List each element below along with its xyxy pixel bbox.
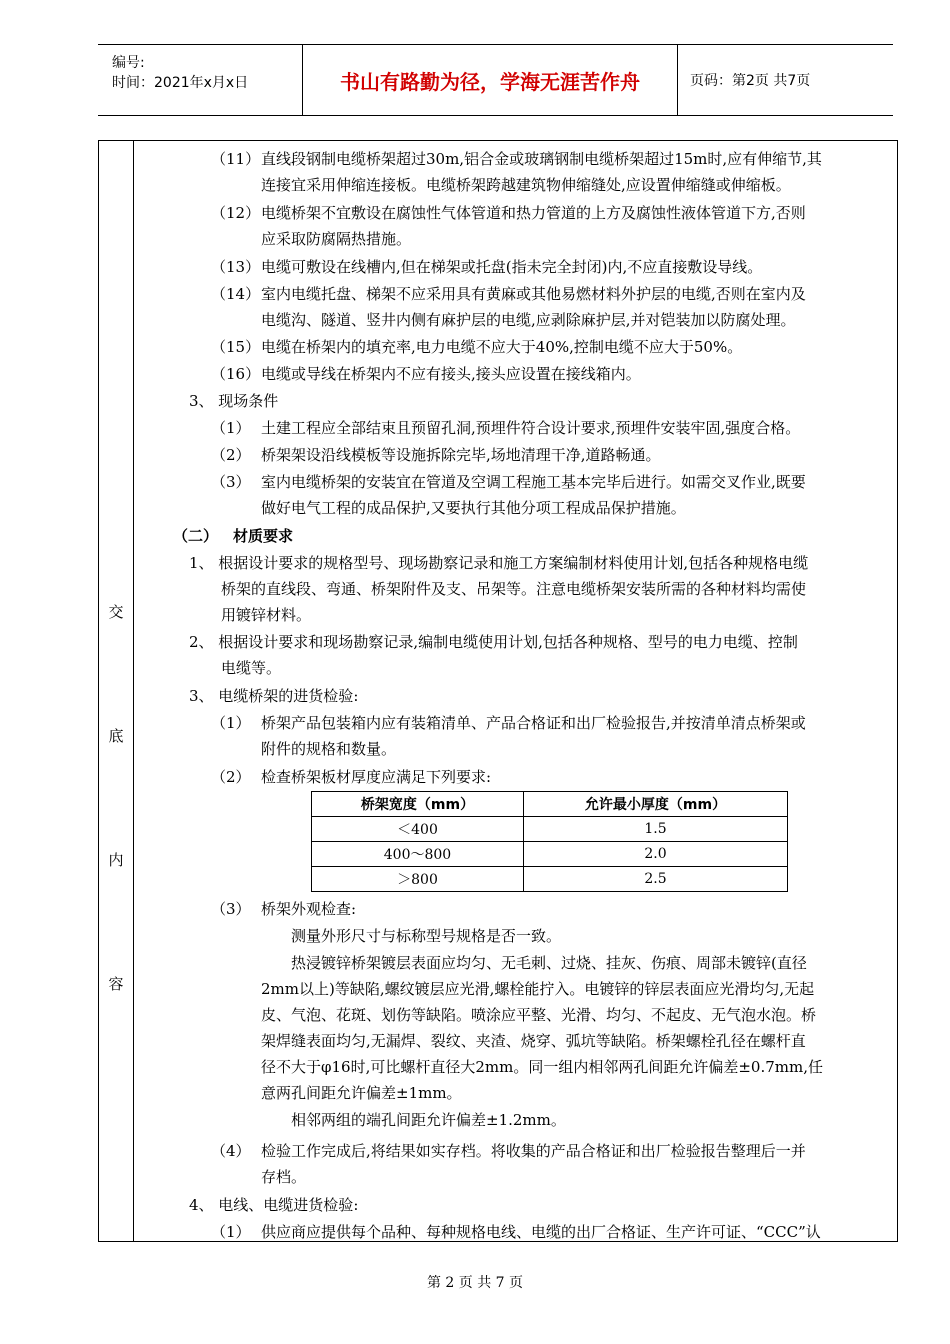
item-number: （16） [211,365,261,383]
section-number: （二） [173,527,219,545]
content-frame [98,140,898,1242]
table-cell: 2.0 [524,842,788,867]
item-text: 电缆在桥架内的填充率,电力电缆不应大于40%,控制电缆不应大于50%。 [261,338,743,356]
side-label-char: 交 [108,603,124,621]
item-text: 皮、气泡、花斑、划伤等缺陷。喷涂应平整、光滑、均匀、不起皮、无气泡水泡。桥 [261,1006,817,1024]
item-number: （15） [211,338,261,356]
table-cell: ＞800 [312,867,524,892]
paragraph-line: 用镀锌材料。 [221,606,312,624]
item-number: （14） [211,285,261,303]
side-label-column [99,141,134,1241]
item-text: 附件的规格和数量。 [261,740,397,758]
item-number: （1） [211,1223,251,1241]
paragraph-line: 桥架的直线段、弯通、桥架附件及支、吊架等。注意电缆桥架安装所需的各种材料均需使 [221,580,807,598]
table-cell: ＜400 [312,817,524,842]
item-text: 应采取防腐隔热措施。 [261,230,412,248]
item-text: 供应商应提供每个品种、每种规格电线、电缆的出厂合格证、生产许可证、“CCC”认 [261,1223,821,1241]
item-text: 热浸镀锌桥架镀层表面应均匀、无毛刺、过烧、挂灰、伤痕、周部未镀锌(直径 [291,954,807,972]
header-meta [98,45,303,115]
paragraph-line: 1、 根据设计要求的规格型号、现场勘察记录和施工方案编制材料使用计划,包括各种规格电缆 [189,554,809,572]
document-time-label: 时间：2021年x月x日 [112,75,249,91]
section-heading: 3、 现场条件 [189,392,279,410]
item-number: （1） [211,714,251,732]
item-text: 检查桥架板材厚度应满足下列要求: [261,768,492,786]
item-text: 径不大于φ16时,可比螺杆直径大2mm。同一组内相邻两孔间距允许偏差±0.7mm,任 [261,1058,823,1076]
table-cell: 1.5 [524,817,788,842]
paragraph-line: 2、 根据设计要求和现场勘察记录,编制电缆使用计划,包括各种规格、型号的电力电缆、控制 [189,633,798,651]
side-label-char: 内 [108,851,124,869]
item-number: （12） [211,204,261,222]
item-text: 测量外形尺寸与标称型号规格是否一致。 [291,927,562,945]
item-text: 直线段钢制电缆桥架超过30m,铝合金或玻璃钢制电缆桥架超过15m时,应有伸缩节,其 [261,150,822,168]
item-number: （2） [211,446,251,464]
item-text: 桥架产品包装箱内应有装箱清单、产品合格证和出厂检验报告,并按清单清点桥架或 [261,714,806,732]
document-number-label: 编号: [112,55,145,71]
item-number: （1） [211,419,251,437]
paragraph-line: 3、 电缆桥架的进货检验: [189,687,359,705]
table-header-cell: 桥架宽度（mm） [312,792,524,817]
side-label-char: 底 [108,727,124,745]
item-text: 存档。 [261,1168,307,1186]
item-text: 室内电缆桥架的安装宜在管道及空调工程施工基本完毕后进行。如需交叉作业,既要 [261,473,806,491]
item-text: 桥架外观检查: [261,900,357,918]
paragraph-line: 4、 电线、电缆进货检验: [189,1196,359,1214]
item-number: （13） [211,258,261,276]
paragraph-line: 电缆等。 [221,659,282,677]
document-body [133,141,897,1241]
item-text: 2mm以上)等缺陷,螺纹镀层应光滑,螺栓能拧入。电镀锌的锌层表面应光滑均匀,无起 [261,980,815,998]
item-number: （3） [211,900,251,918]
item-text: 电缆或导线在桥架内不应有接头,接头应设置在接线箱内。 [261,365,641,383]
item-text: 电缆桥架不宜敷设在腐蚀性气体管道和热力管道的上方及腐蚀性液体管道下方,否则 [261,204,806,222]
header-page-number: 页码：第2页 共7页 [690,73,811,89]
item-text: 电缆沟、隧道、竖井内侧有麻护层的电缆,应剥除麻护层,并对铠装加以防腐处理。 [261,311,796,329]
thickness-table [311,791,788,892]
item-number: （3） [211,473,251,491]
table-cell: 400～800 [312,842,524,867]
item-text: 相邻两组的端孔间距允许偏差±1.2mm。 [291,1111,566,1129]
item-text: 连接宜采用伸缩连接板。电缆桥架跨越建筑物伸缩缝处,应设置伸缩缝或伸缩板。 [261,176,791,194]
item-text: 检验工作完成后,将结果如实存档。将收集的产品合格证和出厂检验报告整理后一并 [261,1142,806,1160]
item-text: 意两孔间距允许偏差±1mm。 [261,1084,462,1102]
header-motto: 书山有路勤为径，学海无涯苦作舟 [303,45,678,115]
table-header-cell: 允许最小厚度（mm） [524,792,788,817]
side-label-char: 容 [108,975,124,993]
page-header [98,44,893,116]
table-row [312,817,788,842]
item-text: 土建工程应全部结束且预留孔洞,预埋件符合设计要求,预埋件安装牢固,强度合格。 [261,419,801,437]
item-text: 桥架架设沿线模板等设施拆除完毕,场地清理干净,道路畅通。 [261,446,661,464]
item-text: 电缆可敷设在线槽内,但在梯架或托盘(指未完全封闭)内,不应直接敷设导线。 [261,258,763,276]
table-header-row [312,792,788,817]
item-number: （11） [211,150,261,168]
item-text: 室内电缆托盘、梯架不应采用具有黄麻或其他易燃材料外护层的电缆,否则在室内及 [261,285,806,303]
item-number: （2） [211,768,251,786]
table-row [312,842,788,867]
table-cell: 2.5 [524,867,788,892]
item-number: （4） [211,1142,251,1160]
table-row [312,867,788,892]
item-text: 做好电气工程的成品保护,又要执行其他分项工程成品保护措施。 [261,499,686,517]
page-footer: 第 2 页 共 7 页 [426,1275,524,1291]
item-text: 架焊缝表面均匀,无漏焊、裂纹、夹渣、烧穿、弧坑等缺陷。桥架螺栓孔径在螺杆直 [261,1032,806,1050]
section-heading: 材质要求 [233,527,294,545]
